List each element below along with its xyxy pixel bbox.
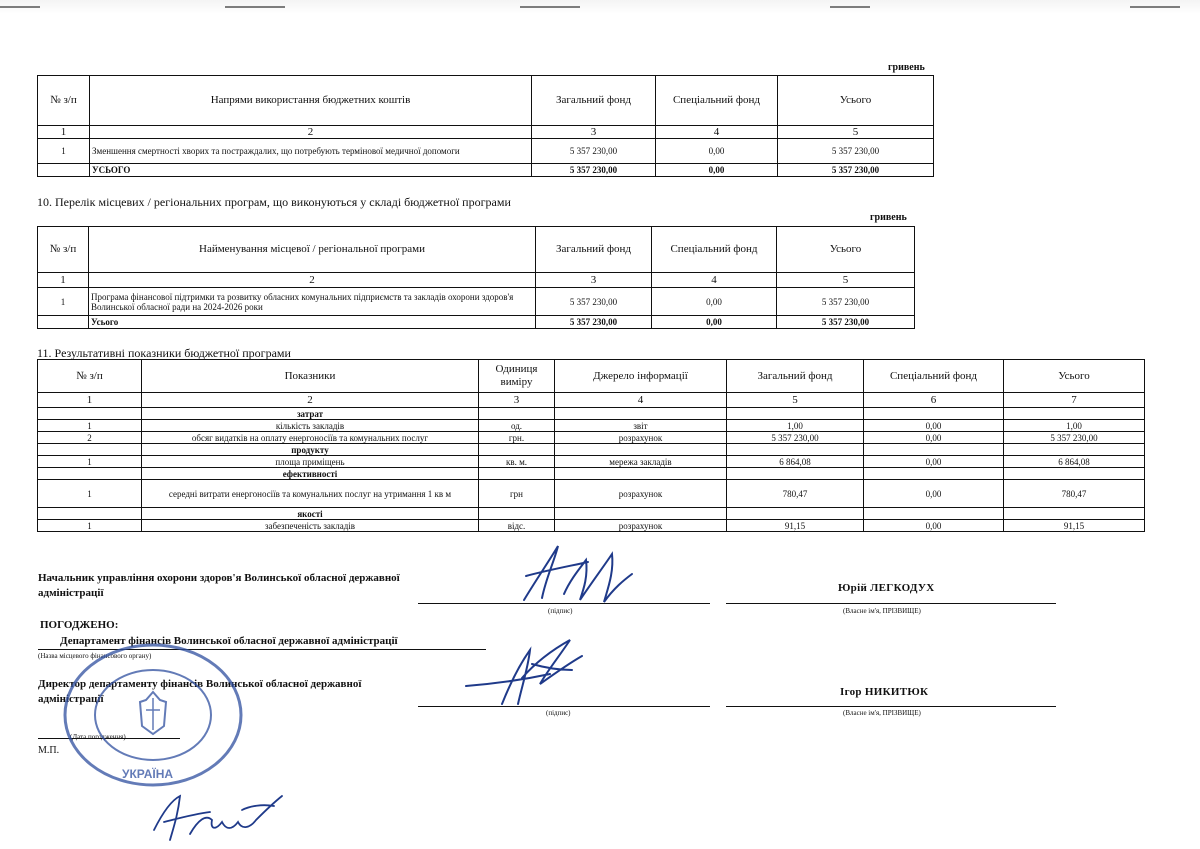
col-header: № з/п xyxy=(38,76,90,126)
col-number: 1 xyxy=(38,126,90,139)
section-10-title: 10. Перелік місцевих / регіональних програм, що виконуються у складі бюджетної програми xyxy=(37,195,511,209)
empty-cell xyxy=(38,468,142,480)
special-fund-value: 0,00 xyxy=(656,139,778,164)
table-row xyxy=(38,420,1145,432)
col-number: 2 xyxy=(89,273,536,288)
indicator-name: кількість закладів xyxy=(142,420,479,432)
col-header: Спеціальний фонд xyxy=(656,76,778,126)
total-value: 5 357 230,00 xyxy=(1004,432,1145,444)
source: розрахунок xyxy=(555,480,727,508)
col-number: 4 xyxy=(652,273,777,288)
currency-unit-label: гривень xyxy=(870,212,907,223)
col-header: Найменування місцевої / регіональної програми xyxy=(89,227,536,273)
col-number: 5 xyxy=(777,273,915,288)
row-number: 1 xyxy=(38,420,142,432)
col-number: 5 xyxy=(727,393,864,408)
special-fund-value: 0,00 xyxy=(864,456,1004,468)
table-row xyxy=(38,456,1145,468)
col-number: 3 xyxy=(479,393,555,408)
scan-mark xyxy=(830,6,870,8)
column-number-row xyxy=(38,393,1145,408)
table-row xyxy=(38,139,934,164)
empty-cell xyxy=(864,444,1004,456)
head-signature-caption: (підпис) xyxy=(548,607,573,615)
empty-cell xyxy=(479,408,555,420)
scan-mark xyxy=(1130,6,1180,8)
empty-cell xyxy=(479,468,555,480)
row-number: 1 xyxy=(38,456,142,468)
col-number: 1 xyxy=(38,273,89,288)
performance-indicators-table xyxy=(37,359,1145,532)
col-header: Спеціальний фонд xyxy=(864,360,1004,393)
empty-cell xyxy=(479,508,555,520)
department-stamp xyxy=(60,640,246,790)
empty-cell xyxy=(38,408,142,420)
empty-cell xyxy=(1004,508,1145,520)
total-value: 91,15 xyxy=(1004,520,1145,532)
col-number: 7 xyxy=(1004,393,1145,408)
empty-cell xyxy=(727,508,864,520)
total-value: 5 357 230,00 xyxy=(778,139,934,164)
col-header: Усього xyxy=(778,76,934,126)
category-label: затрат xyxy=(142,408,479,420)
direction-name: Зменшення смертності хворих та постраждалих, що потребують термінової медичної допомоги xyxy=(90,139,532,164)
col-number: 1 xyxy=(38,393,142,408)
general-fund-value: 91,15 xyxy=(727,520,864,532)
empty-cell xyxy=(555,468,727,480)
empty-cell xyxy=(727,444,864,456)
col-header: Спеціальний фонд xyxy=(652,227,777,273)
empty-cell xyxy=(864,468,1004,480)
table-header-row xyxy=(38,76,934,126)
source: мережа закладів xyxy=(555,456,727,468)
indicator-name: забезпеченість закладів xyxy=(142,520,479,532)
table-header-row xyxy=(38,227,915,273)
empty-cell xyxy=(38,164,90,177)
general-fund-total: 5 357 230,00 xyxy=(532,164,656,177)
grand-total: 5 357 230,00 xyxy=(778,164,934,177)
col-number: 2 xyxy=(90,126,532,139)
unit: відс. xyxy=(479,520,555,532)
col-number: 3 xyxy=(536,273,652,288)
seal-place-label: М.П. xyxy=(38,745,60,756)
empty-cell xyxy=(38,316,89,329)
col-header: Усього xyxy=(1004,360,1145,393)
director-name-caption: (Власне ім'я, ПРІЗВИЩЕ) xyxy=(843,709,921,717)
special-fund-total: 0,00 xyxy=(652,316,777,329)
agreed-organization: Департамент фінансів Волинської обласної державної адміністрації xyxy=(60,635,398,647)
head-name-caption: (Власне ім'я, ПРІЗВИЩЕ) xyxy=(843,607,921,615)
col-number: 3 xyxy=(532,126,656,139)
general-fund-value: 5 357 230,00 xyxy=(532,139,656,164)
empty-cell xyxy=(555,408,727,420)
col-header: Показники xyxy=(142,360,479,393)
empty-cell xyxy=(1004,468,1145,480)
col-header: Усього xyxy=(777,227,915,273)
empty-cell xyxy=(555,444,727,456)
row-number: 1 xyxy=(38,480,142,508)
general-fund-total: 5 357 230,00 xyxy=(536,316,652,329)
special-fund-value: 0,00 xyxy=(864,520,1004,532)
col-header: № з/п xyxy=(38,360,142,393)
total-value: 5 357 230,00 xyxy=(777,288,915,316)
category-row xyxy=(38,444,1145,456)
currency-unit-label: гривень xyxy=(888,62,925,73)
col-number: 2 xyxy=(142,393,479,408)
empty-cell xyxy=(864,408,1004,420)
program-name: Програма фінансової підтримки та розвитку обласних комунальних підприємств та закладів охорони здоров'я Волинської обласної ради на 2024-2026 роки xyxy=(89,288,536,316)
empty-cell xyxy=(38,508,142,520)
name-line xyxy=(726,603,1056,604)
agreed-org-caption: (Назва місцевого фінансового органу) xyxy=(38,652,152,660)
table-header-row xyxy=(38,360,1145,393)
unit: кв. м. xyxy=(479,456,555,468)
table-row xyxy=(38,288,915,316)
source: звіт xyxy=(555,420,727,432)
col-header: Одиниця виміру xyxy=(479,360,555,393)
empty-cell xyxy=(555,508,727,520)
empty-cell xyxy=(727,408,864,420)
total-value: 1,00 xyxy=(1004,420,1145,432)
table-row xyxy=(38,480,1145,508)
source: розрахунок xyxy=(555,432,727,444)
empty-cell xyxy=(479,444,555,456)
general-fund-value: 5 357 230,00 xyxy=(536,288,652,316)
row-number: 1 xyxy=(38,288,89,316)
category-label: продукту xyxy=(142,444,479,456)
total-value: 780,47 xyxy=(1004,480,1145,508)
unit: грн xyxy=(479,480,555,508)
date-caption: (Дата погодження) xyxy=(70,733,126,741)
scan-artifact-strip xyxy=(0,0,1200,14)
general-fund-value: 1,00 xyxy=(727,420,864,432)
category-label: якості xyxy=(142,508,479,520)
scan-mark xyxy=(0,6,40,8)
indicator-name: площа приміщень xyxy=(142,456,479,468)
head-signature xyxy=(496,540,646,610)
head-name: Юрій ЛЕГКОДУХ xyxy=(838,582,935,594)
director-position-title: Директор департаменту фінансів Волинської обласної державної адміністрації xyxy=(38,678,362,705)
special-fund-value: 0,00 xyxy=(864,420,1004,432)
special-fund-total: 0,00 xyxy=(656,164,778,177)
unit: грн. xyxy=(479,432,555,444)
grand-total: 5 357 230,00 xyxy=(777,316,915,329)
general-fund-value: 780,47 xyxy=(727,480,864,508)
section-11-title: 11. Результативні показники бюджетної програми xyxy=(37,346,291,360)
row-number: 2 xyxy=(38,432,142,444)
scan-mark xyxy=(225,6,285,8)
special-fund-value: 0,00 xyxy=(864,480,1004,508)
indicator-name: обсяг видатків на оплату енергоносіїв та комунальних послуг xyxy=(142,432,479,444)
col-number: 6 xyxy=(864,393,1004,408)
col-header: Загальний фонд xyxy=(532,76,656,126)
director-signature-caption: (підпис) xyxy=(546,709,571,717)
special-fund-value: 0,00 xyxy=(652,288,777,316)
director-name: Ігор НИКИТЮК xyxy=(840,686,929,698)
row-number: 1 xyxy=(38,520,142,532)
total-row xyxy=(38,164,934,177)
scan-mark xyxy=(520,6,580,8)
agreed-label: ПОГОДЖЕНО: xyxy=(40,619,119,631)
col-header: Напрями використання бюджетних коштів xyxy=(90,76,532,126)
general-fund-value: 5 357 230,00 xyxy=(727,432,864,444)
name-line xyxy=(726,706,1056,707)
row-number: 1 xyxy=(38,139,90,164)
table-row xyxy=(38,520,1145,532)
unit: од. xyxy=(479,420,555,432)
total-value: 6 864,08 xyxy=(1004,456,1145,468)
table-row xyxy=(38,432,1145,444)
special-fund-value: 0,00 xyxy=(864,432,1004,444)
source: розрахунок xyxy=(555,520,727,532)
head-position-title: Начальник управління охорони здоров'я Волинської обласної державної адміністрації xyxy=(38,572,400,599)
category-label: ефективності xyxy=(142,468,479,480)
budget-directions-table xyxy=(37,75,934,177)
col-header: Джерело інформації xyxy=(555,360,727,393)
total-label: Усього xyxy=(89,316,536,329)
empty-cell xyxy=(864,508,1004,520)
col-header: Загальний фонд xyxy=(727,360,864,393)
empty-cell xyxy=(727,468,864,480)
empty-cell xyxy=(1004,408,1145,420)
total-row xyxy=(38,316,915,329)
col-header: Загальний фонд xyxy=(536,227,652,273)
empty-cell xyxy=(38,444,142,456)
stamp-country: УКРАЇНА xyxy=(122,767,174,781)
total-label: УСЬОГО xyxy=(90,164,532,177)
approval-signature xyxy=(150,790,290,845)
regional-programs-table xyxy=(37,226,915,329)
general-fund-value: 6 864,08 xyxy=(727,456,864,468)
col-number: 4 xyxy=(656,126,778,139)
category-row xyxy=(38,408,1145,420)
empty-cell xyxy=(1004,444,1145,456)
column-number-row xyxy=(38,126,934,139)
col-header: № з/п xyxy=(38,227,89,273)
column-number-row xyxy=(38,273,915,288)
category-row xyxy=(38,468,1145,480)
director-signature xyxy=(462,634,592,714)
col-number: 4 xyxy=(555,393,727,408)
indicator-name: середні витрати енергоносіїв та комунальних послуг на утримання 1 кв м xyxy=(142,480,479,508)
category-row xyxy=(38,508,1145,520)
col-number: 5 xyxy=(778,126,934,139)
